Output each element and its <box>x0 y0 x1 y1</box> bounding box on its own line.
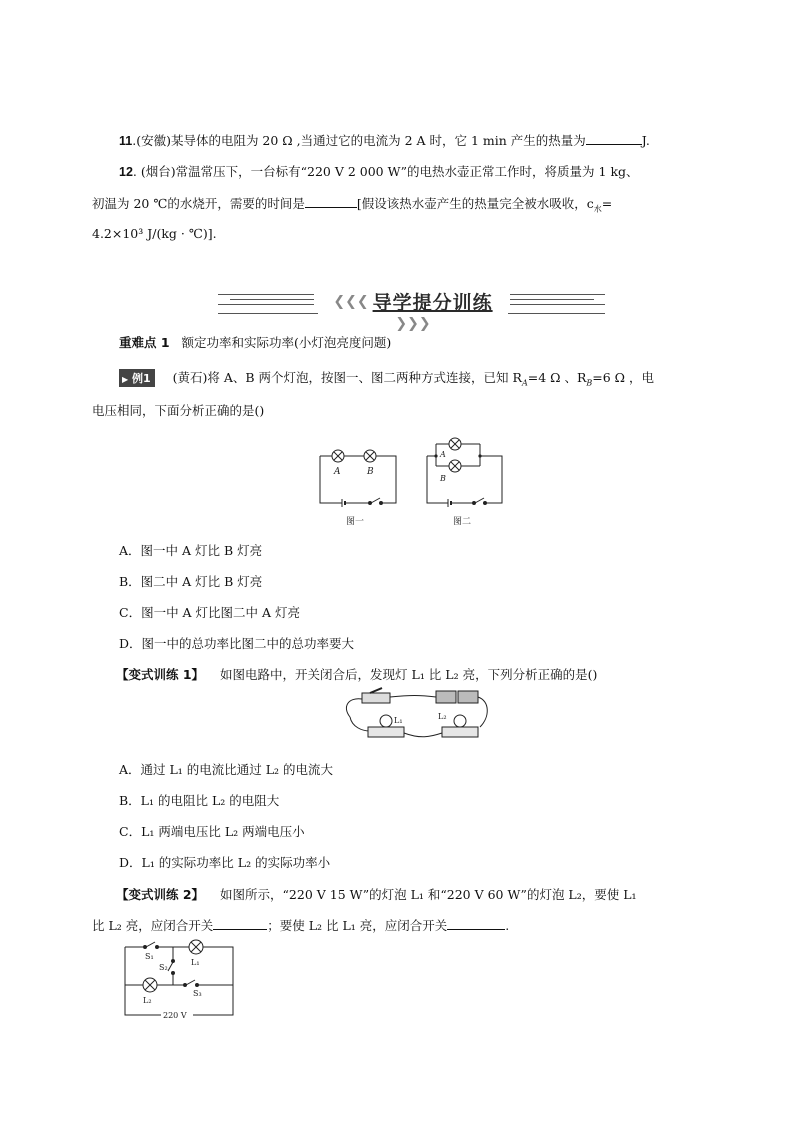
unit-text: J. <box>641 133 650 148</box>
period: . <box>505 918 510 933</box>
equals-sign: = <box>601 196 613 211</box>
option-b[interactable]: B．图二中 A 灯比 B 灯亮 <box>119 574 263 589</box>
battery-icon <box>436 691 456 703</box>
bulb-l2-icon <box>454 715 466 727</box>
option-c[interactable]: C．图一中 A 灯比图二中 A 灯亮 <box>119 605 301 620</box>
figure-1 <box>320 450 396 507</box>
banner-rule <box>218 304 314 305</box>
variant-1-stem <box>116 665 597 683</box>
circuit-figures <box>310 436 510 528</box>
banner-rule <box>230 299 314 300</box>
question-number: 12 <box>119 165 133 179</box>
option-a[interactable]: A．图一中 A 灯比 B 灯亮 <box>119 543 263 558</box>
banner-rule <box>218 294 314 295</box>
banner-title: 导学提分训练 <box>372 292 493 314</box>
example-1-line1 <box>119 368 654 388</box>
variant-text: 如图所示，“220 V 15 W”的灯泡 L₁ 和“220 V 60 W”的灯泡 L₂，要使 L₁ <box>220 887 637 902</box>
variant-text: ；要使 L₂ 比 L₁ 亮，应闭合开关 <box>267 918 448 933</box>
variant-2-line2 <box>92 916 509 934</box>
banner-rule <box>510 294 605 295</box>
chevron-right-icon: ❯❯❯ <box>395 315 431 332</box>
fig-label-s1: S₁ <box>145 952 154 961</box>
answer-blank[interactable] <box>447 928 505 930</box>
answer-blank[interactable] <box>586 143 642 145</box>
chevron-left-icon: ❮❮❮ <box>333 293 369 310</box>
fig-label-l1: L₁ <box>394 716 403 725</box>
play-icon: ▶ <box>122 375 129 384</box>
question-11 <box>119 131 650 149</box>
option-d[interactable]: D．图一中的总功率比图二中的总功率要大 <box>119 636 355 651</box>
example-1-line2: 电压相同，下面分析正确的是() <box>92 403 265 418</box>
question-text: [假设该热水壶产生的热量完全被水吸收，c <box>356 196 594 211</box>
circuit-figure-3 <box>115 937 240 1027</box>
example-badge-label: 例1 <box>132 372 151 385</box>
question-text: .(安徽)某导体的电阻为 20 Ω ,当通过它的电流为 2 A 时，它 1 min 产生的热量为 <box>132 133 586 148</box>
example-text: =4 Ω 、R <box>527 370 587 385</box>
fig2-label-a: A <box>440 450 446 459</box>
fig-label-s2: S₂ <box>159 963 168 972</box>
fig-label-s3: S₃ <box>193 989 202 998</box>
section-title: 额定功率和实际功率(小灯泡亮度问题) <box>181 335 392 350</box>
banner <box>318 288 508 332</box>
banner-rule <box>510 304 605 305</box>
subscript: 水 <box>593 204 602 214</box>
option-d[interactable]: D．L₁ 的实际功率比 L₂ 的实际功率小 <box>119 855 331 870</box>
question-text: 初温为 20 ℃的水烧开，需要的时间是 <box>92 196 305 211</box>
question-12-line1 <box>119 162 639 180</box>
banner-rule <box>510 299 594 300</box>
fig1-label-b: B <box>367 467 374 477</box>
option-c[interactable]: C．L₁ 两端电压比 L₂ 两端电压小 <box>119 824 305 839</box>
lamp-base <box>368 727 404 737</box>
example-text: =6 Ω ，电 <box>592 370 655 385</box>
question-text: . (烟台)常温常压下，一台标有“220 V 2 000 W”的电热水壶正常工作时，将质量为 1 kg、 <box>132 164 639 179</box>
fig1-label-a: A <box>334 467 341 477</box>
fig1-caption: 图一 <box>346 517 365 527</box>
question-number: 11 <box>119 134 133 148</box>
answer-blank[interactable] <box>305 206 357 208</box>
fig2-caption: 图二 <box>453 517 472 527</box>
figure-2 <box>427 438 502 507</box>
subscript: B <box>586 378 593 388</box>
bulb-l1-icon <box>380 715 392 727</box>
physical-circuit-figure <box>340 687 490 745</box>
answer-blank[interactable] <box>213 928 267 930</box>
example-badge <box>119 369 155 387</box>
option-a[interactable]: A．通过 L₁ 的电流比通过 L₂ 的电流大 <box>119 762 334 777</box>
switch-icon <box>362 693 390 703</box>
subscript: A <box>521 378 528 388</box>
fig-label-l2: L₂ <box>143 996 152 1005</box>
variant-label: 【变式训练 2】 <box>116 887 205 902</box>
option-b[interactable]: B．L₁ 的电阻比 L₂ 的电阻大 <box>119 793 280 808</box>
section-label: 重难点 1 <box>119 335 170 350</box>
lamp-base <box>442 727 478 737</box>
variant-label: 【变式训练 1】 <box>116 667 205 682</box>
fig2-label-b: B <box>440 474 446 483</box>
question-12-line3: 4.2×10³ J/(kg · ℃)]. <box>92 226 217 241</box>
fig-label-voltage: 220 V <box>163 1011 187 1020</box>
fig-label-l2: L₂ <box>438 712 447 721</box>
variant-text: 如图电路中，开关闭合后，发现灯 L₁ 比 L₂ 亮，下列分析正确的是() <box>220 667 598 682</box>
battery-icon <box>458 691 478 703</box>
example-text: (黄石)将 A、B 两个灯泡，按图一、图二两种方式连接，已知 R <box>172 370 522 385</box>
variant-text: 比 L₂ 亮，应闭合开关 <box>92 918 214 933</box>
fig-label-l1: L₁ <box>191 958 200 967</box>
section-heading <box>119 333 391 351</box>
variant-2-line1 <box>116 885 637 903</box>
question-12-line2 <box>92 194 612 215</box>
